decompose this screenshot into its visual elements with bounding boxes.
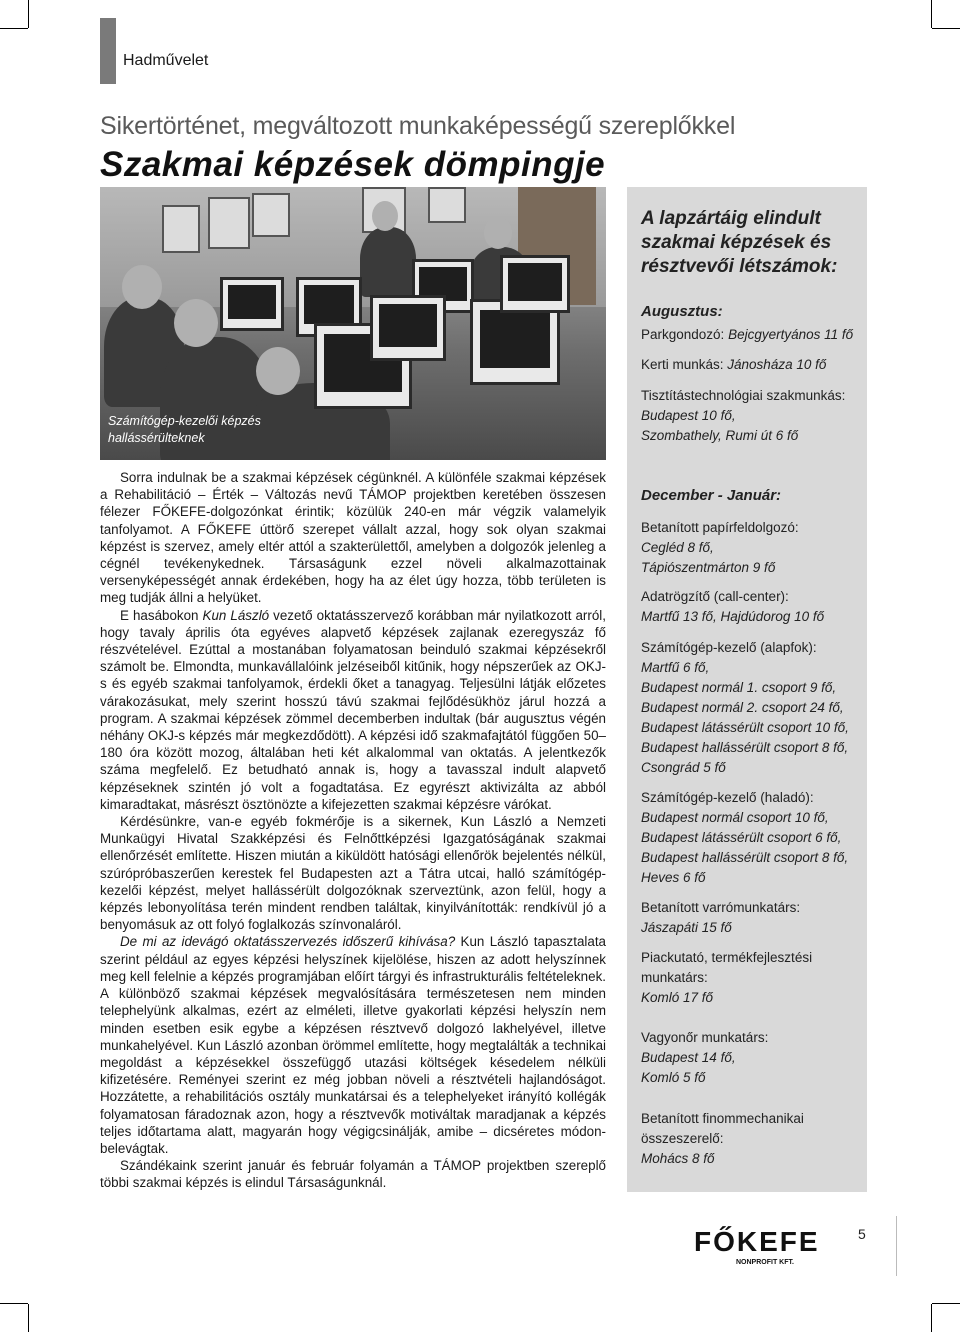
paragraph (100, 607, 606, 813)
page-number-rule (896, 1216, 897, 1276)
item-label: Betanított papírfeldolgozó: (641, 520, 799, 535)
fokefe-logo (694, 1226, 820, 1270)
person-name: Kun László (202, 607, 270, 623)
crop-mark (932, 1303, 960, 1304)
photo-head (256, 347, 300, 395)
sidebar-item (641, 1028, 863, 1088)
item-value: Budapest látássérült csoport 6 fő, (641, 830, 842, 845)
item-value: Jászapáti 15 fő (641, 920, 732, 935)
item-label: Kerti munkás: (641, 357, 728, 372)
item-value: Komló 17 fő (641, 990, 714, 1005)
item-value: Martfű 13 fő, Hajdúdorog 10 fő (641, 609, 825, 624)
paragraph-text: E hasábokon (120, 607, 203, 623)
photo-person (360, 227, 416, 297)
photo-monitor (370, 295, 446, 361)
item-label: Betanított varrómunkatárs: (641, 900, 801, 915)
sidebar-title: A lapzártáig elindult szakmai képzések és résztvevői létszámok: (641, 208, 838, 277)
item-value: Budapest normál 2. csoport 24 fő, (641, 700, 844, 715)
item-value: Jánosháza 10 fő (727, 357, 827, 372)
item-value: Budapest normál 1. csoport 9 fő, (641, 680, 837, 695)
item-value: Budapest 14 fő, (641, 1050, 736, 1065)
photo-frame (162, 205, 200, 253)
crop-mark (0, 1303, 28, 1304)
crop-mark (932, 28, 960, 29)
item-value: Mohács 8 fő (641, 1151, 715, 1166)
item-value: Heves 6 fő (641, 870, 706, 885)
photo-monitor (220, 277, 284, 331)
item-value: Budapest hallássérült csoport 8 fő, (641, 850, 849, 865)
item-label: Tisztítástechnológiai szakmunkás: (641, 388, 846, 403)
sidebar-item (641, 518, 863, 578)
photo-monitor (500, 255, 570, 313)
item-value: Cegléd 8 fő, (641, 540, 714, 555)
crop-mark (931, 0, 932, 28)
photo-head (174, 299, 218, 347)
paragraph (100, 933, 606, 1157)
sidebar-month-august: Augusztus: (641, 303, 723, 320)
sidebar-item (641, 325, 863, 345)
paragraph: Kérdésünkre, van-e egyéb fokmérője is a sikernek, Kun László a Nemzeti Munkaügyi Hivatal Szakképzési és Felnőttképzési Igazgatóságának szakmai ellenőrzését említette. Hiszen miután a kiküldött hatósági ellenőrök bejelentés nélkül, szúrópróbaszerűen kerestek fel Budapesten azt a Tátra utcai, halló számítógép-kezelői képzést, melyet hallássérült dolgozóknak szerveztünk, azon felül, hogy a képzés lebonyolítása terén mindent rendben találtak, kinyilvánították: rendkívül jó a benyomásuk az ott folyó foglalkozás színvonaláról. (100, 814, 606, 933)
photo-caption-line2: hallássérülteknek (108, 431, 205, 445)
article-body (100, 469, 606, 1192)
logo-wordmark: FŐKEFE (694, 1226, 820, 1257)
sidebar-item (641, 788, 863, 888)
item-label: Betanított finommechanikai összeszerelő: (641, 1111, 804, 1146)
item-value: Csongrád 5 fő (641, 760, 726, 775)
crop-mark (931, 1304, 932, 1332)
crop-mark (0, 28, 28, 29)
crop-mark (28, 0, 29, 28)
article-photo (100, 187, 606, 460)
sidebar-box (627, 187, 867, 1192)
photo-frame (428, 187, 466, 223)
page-number: 5 (858, 1226, 866, 1242)
section-label: Hadművelet (123, 52, 209, 69)
sidebar-item (641, 1109, 863, 1169)
item-label: Parkgondozó: (641, 327, 729, 342)
sidebar-item (641, 386, 863, 446)
crop-mark (28, 1304, 29, 1332)
article-supertitle: Sikertörténet, megváltozott munkaképességű szereplőkkel (100, 112, 736, 140)
item-label: Piackutató, termékfejlesztési munkatárs: (641, 950, 813, 985)
section-bar (100, 18, 116, 84)
photo-frame (252, 193, 290, 237)
sidebar-item (641, 948, 863, 1008)
question-text: De mi az idevágó oktatásszervezés időszerű kihívása? (120, 934, 456, 950)
sidebar-item (641, 638, 863, 778)
photo-head (372, 201, 398, 231)
item-value: Bejcgyertyános 11 fő (728, 327, 854, 342)
item-value: Tápiószentmárton 9 fő (641, 560, 776, 575)
item-label: Adatrögzítő (call-center): (641, 589, 789, 604)
item-label: Számítógép-kezelő (haladó): (641, 790, 814, 805)
photo-head (484, 217, 512, 249)
item-value: Szombathely, Rumi út 6 fő (641, 428, 799, 443)
item-label: Számítógép-kezelő (alapfok): (641, 640, 817, 655)
sidebar-item (641, 898, 863, 938)
item-value: Budapest 10 fő, (641, 408, 736, 423)
article-headline: Szakmai képzések dömpingje (100, 145, 606, 184)
logo-subtitle: NONPROFIT KFT. (736, 1259, 794, 1266)
photo-caption (108, 413, 261, 447)
sidebar-item (641, 355, 863, 375)
paragraph: Szándékaink szerint január és február folyamán a TÁMOP projektben szereplő többi szakmai képzés is elindul Társaságunknál. (100, 1158, 606, 1191)
item-value: Komló 5 fő (641, 1070, 706, 1085)
item-value: Martfű 6 fő, (641, 660, 710, 675)
photo-frame (208, 197, 250, 249)
item-label: Vagyonőr munkatárs: (641, 1030, 769, 1045)
paragraph-text: vezető oktatásszervező korábban már nyilatkozott arról, hogy tavaly április óta egyéves alapvető képzések zajlanak ezeregyszáz fő részvételével. Ezúttal a mostanában folyamatosan beinduló szakmai képzésekről számolt be. Elmondta, munkavállalóink jelzéseiből kitűnik, hogy népszerűek az OKJ-s és egyéb szakmai tanfolyamok, érdekli őket a tanagyag. Teljesülni látják előzetes várakozásukat, mely szerint hosszú távú szakmai fejlődésükhöz járul hozzá a program. A szakmai képzések zömmel decemberben indultak (bár augusztus végén néhány OKJ-s képzés már megkezdődött). A képzési idő szakmafajtától függően 50–180 óra között mozog, általában heti két alkalommal van oktatás. A jelentkezők száma megfelelő. Ez betudható annak is, hogy a tavasszal indult alapvető képzéseknek szintén jó volt a fogadtatása. Ez egyrészt aktivizálta az abból kimaradtakat, másrészt ösztönözte a kifejezetten szakmai képzésre várókat. (100, 607, 606, 812)
paragraph: Sorra indulnak be a szakmai képzések cégünknél. A különféle szakmai képzések a Rehabilitáció – Érték – Változás nevű TÁMOP projektben keretében összesen félezer FŐKEFE-dolgozónkat érintik; közülük 240-en már végzik valamelyik tanfolyamot. A FŐKEFE úttörő szerepet vállalt azzal, hogy sok olyan szakmai képzést is szervez, amely eltér attól a szakterülettől, amelyben a dolgozók jelenleg a cégnél tevékenykednek. Társaságunk ezzel növeli alkalmazottainak versenyképességét annak érdekében, hogy ha az élet úgy hozza, több területen is meg tudják állni a helyüket. (100, 470, 606, 606)
paragraph-text: Kun László tapasztalata szerint például az egyes képzési helyszínek kijelölése, hiszen az adott helyszínnek meg kell felelnie a képzés programjában előírt tárgyi és infrastrukturális feltételeknek. A különböző szakmai képzések megvalósítására természetesen nem minden telephelyünk alkalmas, ezért az elméleti, illetve gyakorlati képzési helyszín nem minden esetben esik egybe a képzésen résztvevő dolgozó lakhelyével, illetve munkahelyével. Kun László azonban örömmel említette, hogy megtalálták a technikai megoldást a képzésekkel összefüggő utazási költségek késedelem nélküli kifizetésére. Reményei szerint ez még jobban növeli a résztvételi hajlandóságot. Hozzátette, a rehabilitációs osztály munkatársai és a telephelyeket irányító kollégák folyamatosan fáradoznak azon, hogy a résztvevők motiváltak maradjanak a képzés teljes időtartama alatt, magyarán hogy végigcsinálják, amibe – dicséretes módon- belevágtak. (100, 934, 606, 1156)
sidebar-month-december: December - Január: (641, 487, 782, 504)
photo-head (122, 265, 162, 309)
item-value: Budapest hallássérült csoport 8 fő, (641, 740, 849, 755)
item-value: Budapest normál csoport 10 fő, (641, 810, 829, 825)
sidebar-item (641, 587, 863, 627)
photo-caption-line1: Számítógép-kezelői képzés (108, 414, 261, 428)
item-value: Budapest látássérült csoport 10 fő, (641, 720, 849, 735)
